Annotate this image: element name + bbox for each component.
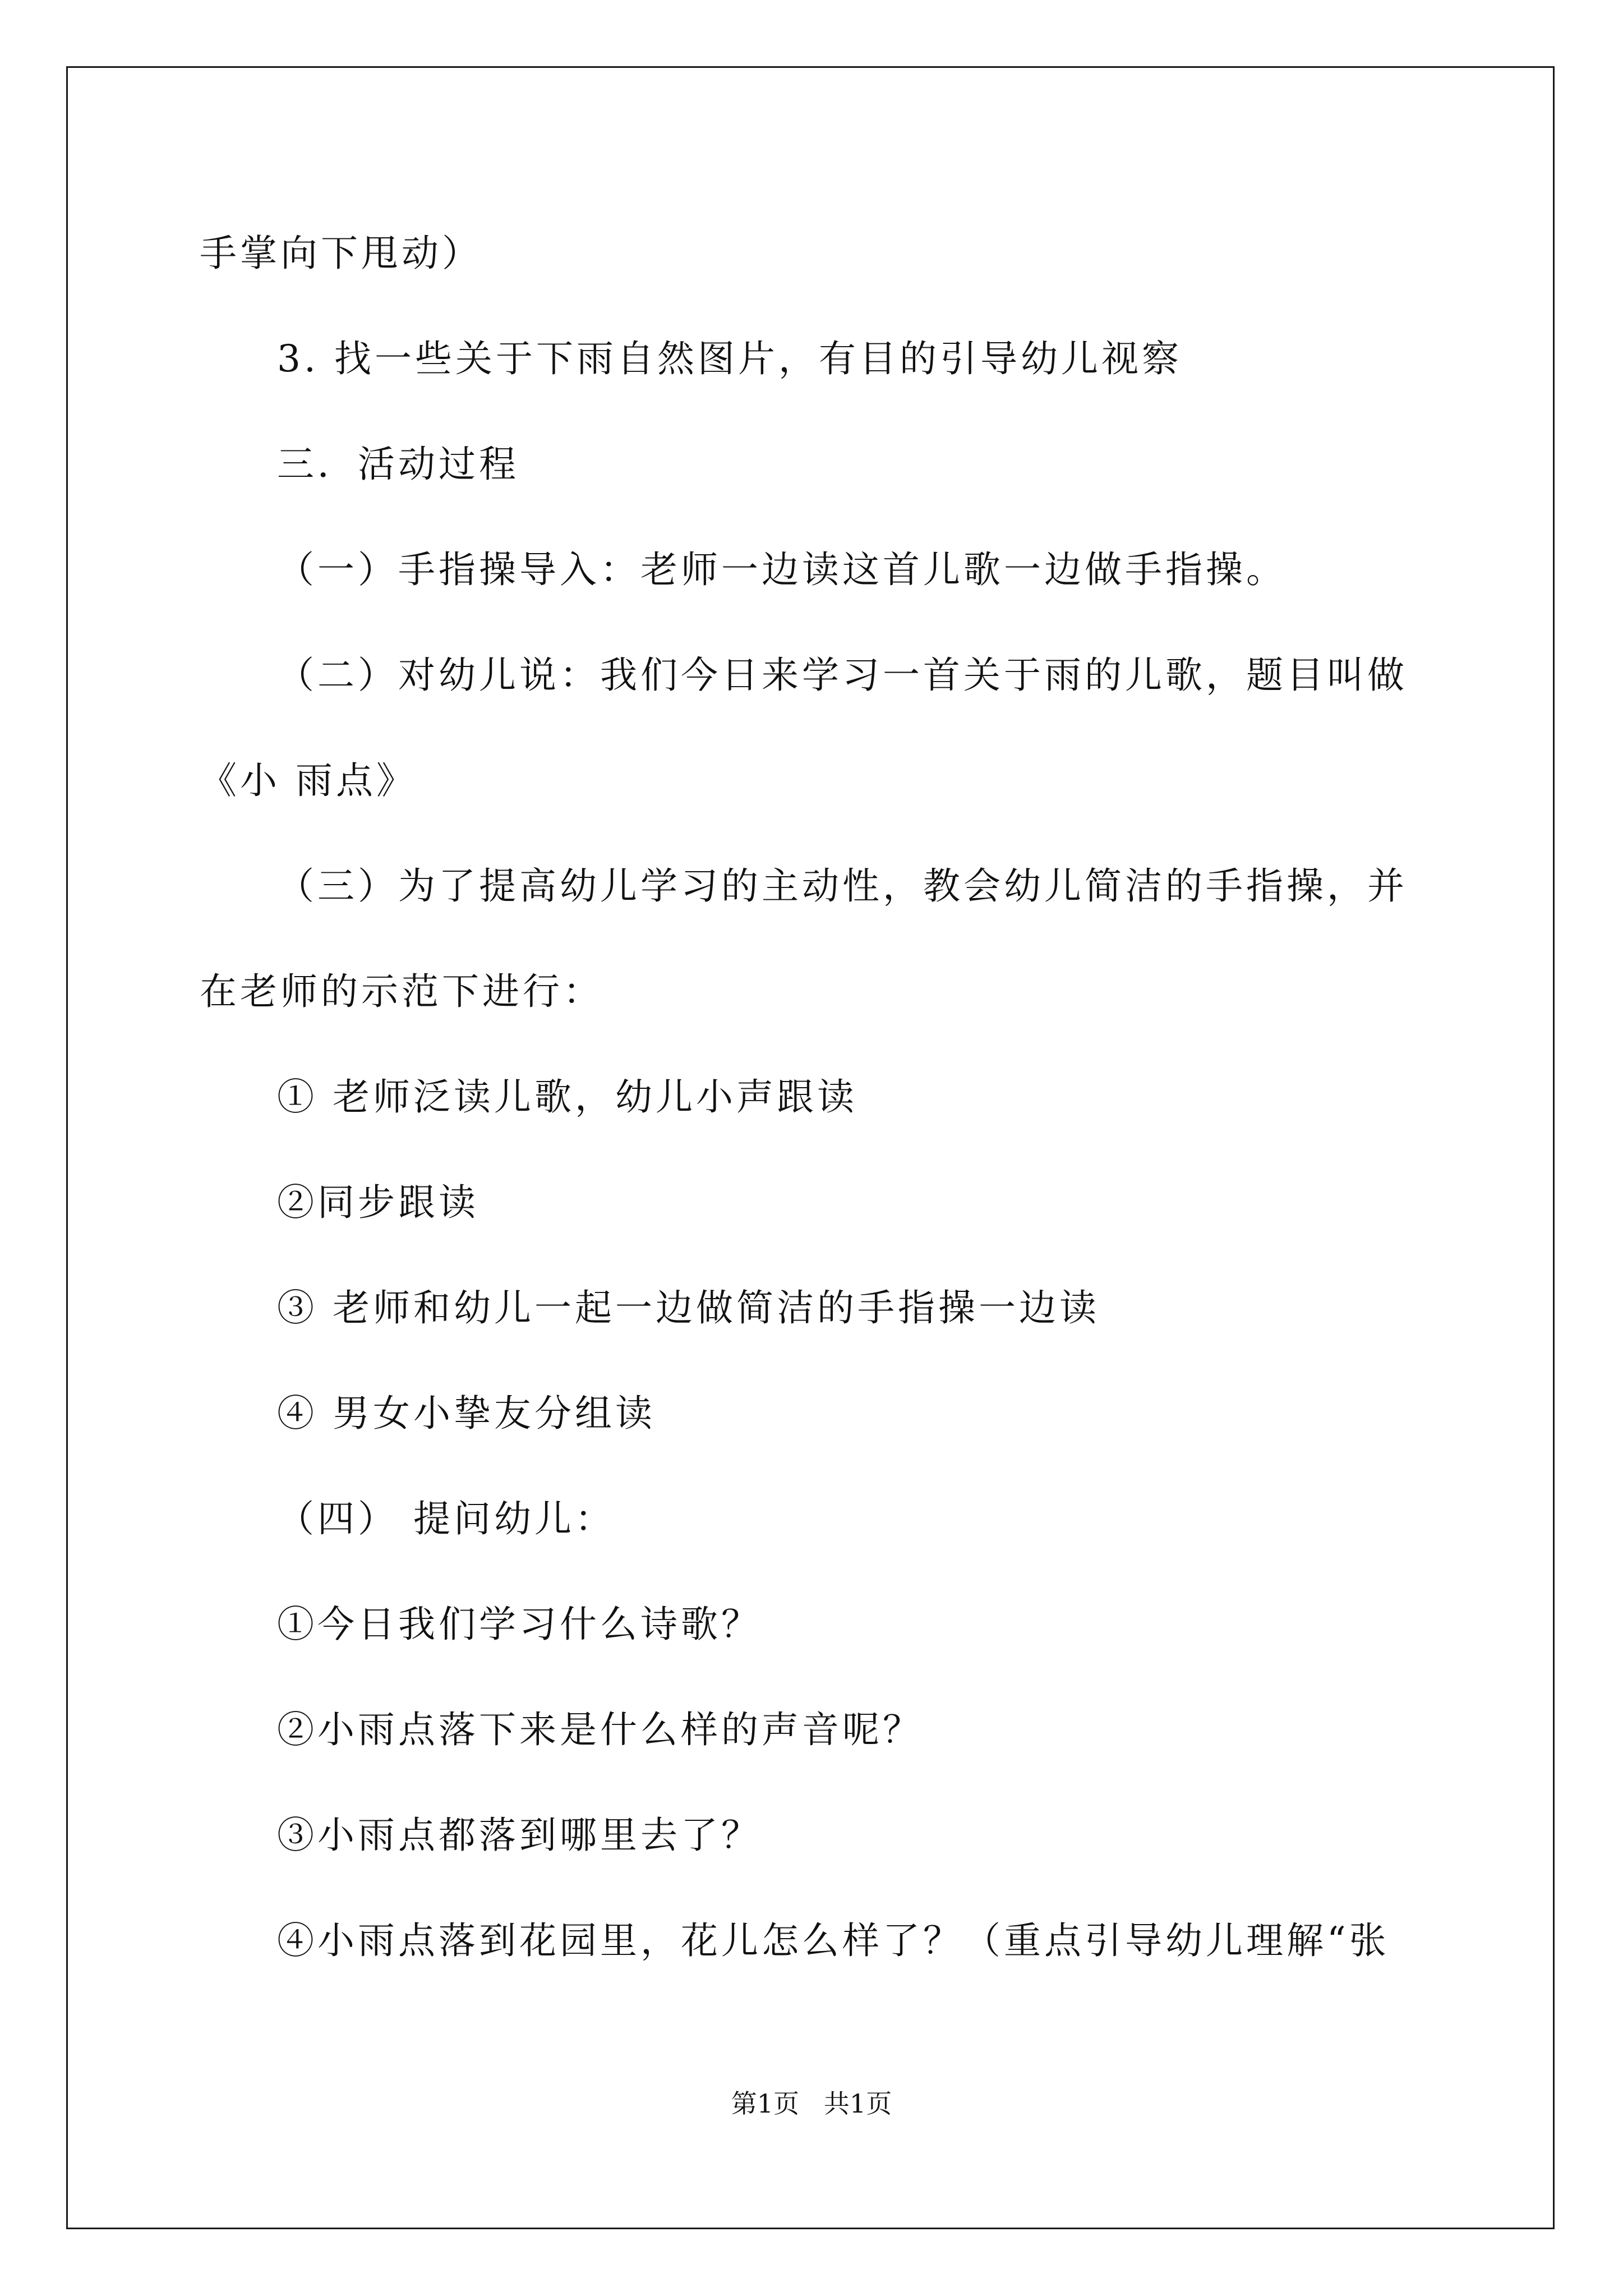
- page-footer: 第1页 共1页: [731, 2088, 892, 2119]
- prep-item-3: 3. 找一些关于下雨自然图片，有目的引导幼儿视察: [277, 337, 1182, 380]
- question-1: ①今日我们学习什么诗歌？: [277, 1603, 762, 1646]
- step-3: （三）为了提高幼儿学习的主动性，教会幼儿简洁的手指操，并: [277, 864, 1408, 908]
- sub-step-4: ④ 男女小挚友分组读: [277, 1392, 656, 1435]
- step-2-continuation: 《小 雨点》: [200, 759, 417, 802]
- question-2: ②小雨点落下来是什么样的声音呢？: [277, 1708, 923, 1751]
- step-1: （一）手指操导入：老师一边读这首儿歌一边做手指操。: [277, 548, 1287, 591]
- step-4: （四） 提问幼儿：: [277, 1497, 615, 1540]
- paragraph-continuation: 手掌向下甩动）: [200, 232, 482, 275]
- question-4: ④小雨点落到花园里，花儿怎么样了？（重点引导幼儿理解“张: [277, 1919, 1390, 1962]
- sub-step-1: ① 老师泛读儿歌，幼儿小声跟读: [277, 1075, 857, 1119]
- step-3-continuation: 在老师的示范下进行：: [200, 970, 603, 1013]
- question-3: ③小雨点都落到哪里去了？: [277, 1814, 762, 1857]
- page-border: [66, 66, 1555, 2229]
- sub-step-2: ②同步跟读: [277, 1181, 479, 1224]
- step-2: （二）对幼儿说：我们今日来学习一首关于雨的儿歌，题目叫做: [277, 654, 1408, 697]
- section-heading-activity: 三．活动过程: [277, 443, 519, 486]
- sub-step-3: ③ 老师和幼儿一起一边做简洁的手指操一边读: [277, 1286, 1100, 1329]
